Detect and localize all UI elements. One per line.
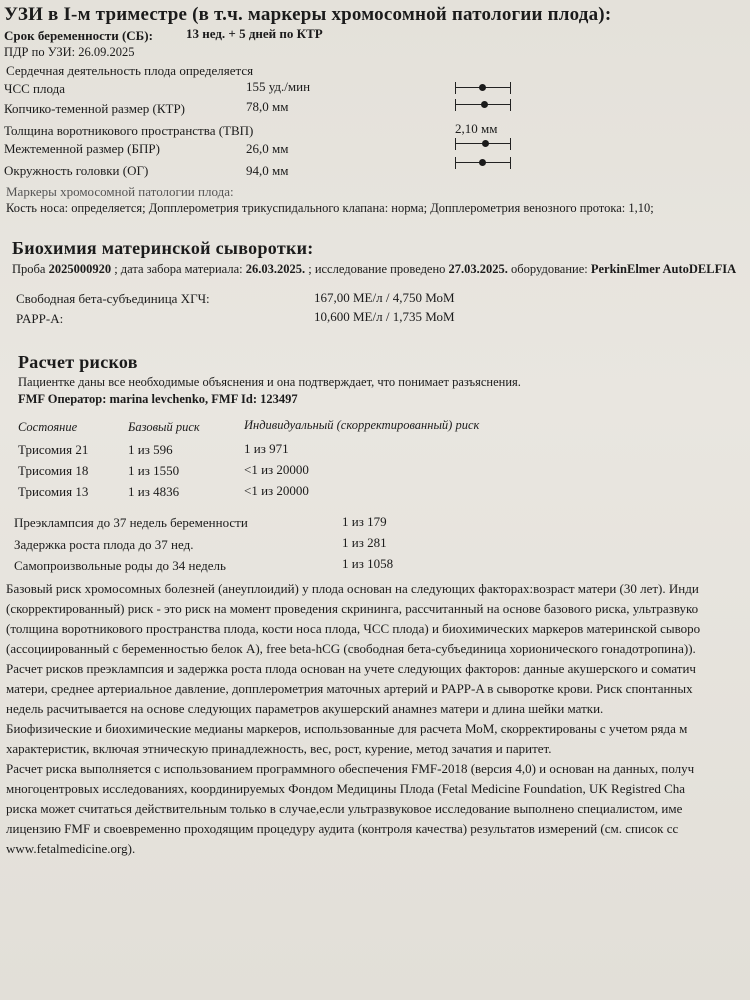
date-value: 26.03.2025. — [245, 262, 306, 276]
risk-row-condition: Трисомия 18 — [18, 463, 89, 478]
paragraph-line: многоцентровых исследованиях, координируемых Фондом Медицины Плода (Fetal Medicine Foundation, UK Registred Cha — [6, 781, 686, 796]
risk-row-individual: 1 из 971 — [244, 441, 289, 456]
risk-header-condition: Состояние — [18, 420, 78, 434]
risks-title: Расчет рисков — [18, 352, 138, 372]
paragraph-line: Биофизические и биохимические медианы маркеров, использованные для расчета МоМ, скорректированы с учетом ряда м — [6, 721, 688, 736]
paragraph-line: матери, среднее артериальное давление, допплерометрия маточных артерий и PAPP-A в сыворотке крови. Риск спонтанных — [6, 681, 693, 696]
hr-range-bar — [455, 82, 511, 94]
risk-header-base: Базовый риск — [128, 420, 200, 434]
measure-value-bpd: 26,0 мм — [246, 141, 289, 156]
biochem-title: Биохимия материнской сыворотки: — [12, 238, 314, 258]
bpd-range-bar — [455, 138, 511, 150]
measure-label-hr: ЧСС плода — [4, 81, 65, 96]
hc-range-bar — [455, 157, 511, 169]
measure-value-hc: 94,0 мм — [246, 163, 289, 178]
equipment-value: PerkinElmer AutoDELFIA — [590, 262, 737, 276]
paragraph-line: Расчет рисков преэклампсия и задержка роста плода основан на учете следующих факторов: данные акушерского и соматич — [6, 661, 696, 676]
paragraph-line: (скорректированный) риск - это риск на момент проведения скрининга, рассчитанный на основе базового риска, ультразвуко — [6, 601, 699, 616]
risk-row-base: 1 из 4836 — [128, 484, 180, 499]
risk-row-base: 1 из 596 — [128, 442, 173, 457]
paragraph-line: (ассоциированный с беременностью белок А), free beta-hCG (свободная бета-субъединица хорионического гонадотропина)). — [6, 641, 696, 656]
preterm-value: 1 из 1058 — [342, 556, 394, 571]
probe-label: Проба — [12, 262, 49, 276]
risk-header-individual: Индивидуальный (скорректированный) риск — [244, 418, 480, 432]
date-label: ; дата забора материала: — [111, 262, 246, 276]
measure-value-crl: 78,0 мм — [246, 99, 289, 114]
risk-row-individual: <1 из 20000 — [244, 483, 309, 498]
risk-row-base: 1 из 1550 — [128, 463, 180, 478]
markers-title: Маркеры хромосомной патологии плода: — [6, 184, 234, 199]
paragraph-line: Базовый риск хромосомных болезней (анеуплоидий) у плода основан на следующих факторах:возраст матери (30 лет). Инди — [6, 581, 699, 596]
preeclampsia-value: 1 из 179 — [342, 514, 387, 529]
fgr-value: 1 из 281 — [342, 535, 387, 550]
crl-range-bar — [455, 99, 511, 111]
paragraph-line: риска может считаться действительным только в случае,если ультразвуковое исследование выполнено специалистом, име — [6, 801, 683, 816]
preeclampsia-label: Преэклампсия до 37 недель беременности — [14, 515, 248, 530]
pdr-date: ПДР по УЗИ: 26.09.2025 — [4, 45, 135, 59]
operator-text: FMF Оператор: marina levchenko, FMF Id: 123497 — [18, 392, 298, 406]
paragraph-line: www.fetalmedicine.org). — [6, 841, 136, 856]
paragraph-line: характеристик, включая этническую принадлежность, вес, рост, курение, метод зачатия и паритет. — [6, 741, 552, 756]
paragraph-line: недель расчитывается на основе следующих параметров акушерский анамнез матери и длина шейки матки. — [6, 701, 604, 716]
measure-label-crl: Копчико-теменной размер (КТР) — [4, 101, 185, 116]
study-label: ; исследование проведено — [305, 262, 449, 276]
measure-label-bpd: Межтеменной размер (БПР) — [4, 141, 160, 156]
equipment-label: оборудование: — [507, 262, 591, 276]
hcg-value: 167,00 МЕ/л / 4,750 МоМ — [314, 290, 455, 305]
measure-value-nt: 2,10 мм — [455, 121, 498, 136]
risk-row-individual: <1 из 20000 — [244, 462, 309, 477]
probe-id: 2025000920 — [48, 262, 112, 276]
measure-value-hr: 155 уд./мин — [246, 79, 311, 94]
gest-age-value: 13 нед. + 5 дней по КТР — [186, 26, 323, 41]
heart-activity: Сердечная деятельность плода определяется — [6, 63, 254, 78]
pappa-value: 10,600 МЕ/л / 1,735 МоМ — [314, 309, 455, 324]
pappa-label: PAPP-A: — [16, 311, 64, 326]
fgr-label: Задержка роста плода до 37 нед. — [14, 537, 194, 552]
paragraph-line: (толщина воротникового пространства плода, кости носа плода, ЧСС плода) и биохимических маркеров материнской сыворо — [6, 621, 701, 636]
paragraph-line: лицензию FMF и своевременно проходящим процедуру аудита (контроля качества) результатов измерений (см. список сс — [6, 821, 679, 836]
gest-age-label: Срок беременности (СБ): — [4, 28, 153, 43]
preterm-label: Самопроизвольные роды до 34 недель — [14, 558, 226, 573]
markers-line: Кость носа: определяется; Допплерометрия трикуспидального клапана: норма; Допплерометрия венозного протока: 1,10; — [6, 201, 654, 215]
study-value: 27.03.2025. — [448, 262, 508, 276]
hcg-label: Свободная бета-субъединица ХГЧ: — [16, 291, 210, 306]
risk-row-condition: Трисомия 13 — [18, 484, 89, 499]
consent-text: Пациентке даны все необходимые объяснения и она подтверждает, что понимает разъяснения. — [18, 375, 521, 389]
measure-label-hc: Окружность головки (ОГ) — [4, 163, 149, 178]
biochem-probe-line — [12, 262, 736, 277]
paragraph-line: Расчет риска выполняется с использованием программного обеспечения FMF-2018 (версия 4,0) и основан на данных, получ — [6, 761, 695, 776]
ultrasound-title: УЗИ в I-м триместре (в т.ч. маркеры хромосомной патологии плода): — [4, 4, 612, 25]
risk-row-condition: Трисомия 21 — [18, 442, 89, 457]
measure-label-nt: Толщина воротникового пространства (ТВП) — [4, 123, 254, 138]
